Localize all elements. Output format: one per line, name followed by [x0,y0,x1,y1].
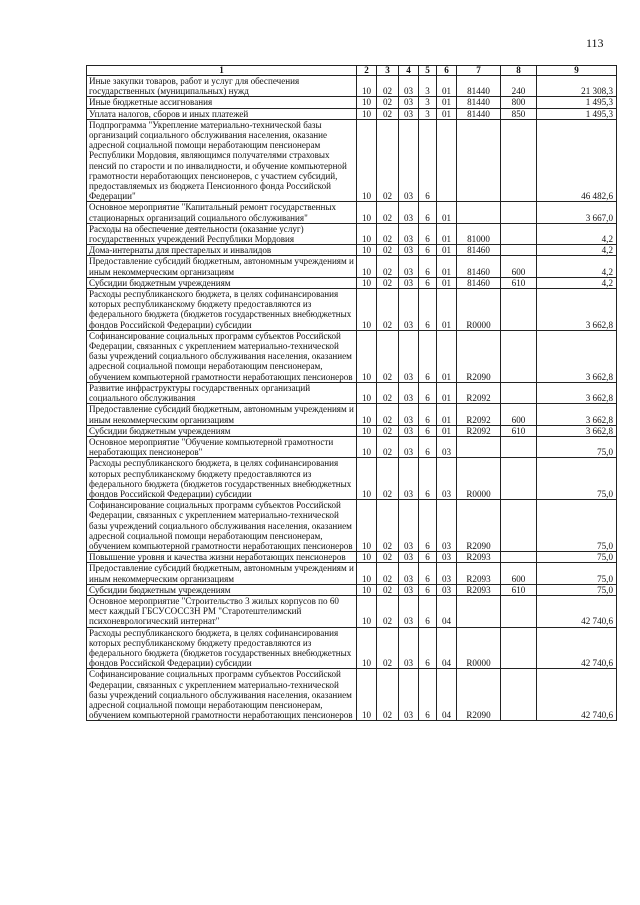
code-om: 03 [437,436,457,457]
code-csr [457,202,501,223]
code-gr: 10 [357,256,377,277]
code-pr: 03 [399,563,419,584]
code-rz: 02 [377,500,399,552]
code-rz: 02 [377,552,399,563]
item-amount: 4,2 [537,223,617,244]
table-row [87,202,617,223]
code-pr: 03 [399,458,419,500]
code-vr: 800 [501,97,537,108]
item-name: Субсидии бюджетным учреждениям [87,584,357,595]
code-csr [457,436,501,457]
code-vr: 850 [501,108,537,119]
item-amount: 1 495,3 [537,108,617,119]
code-csr: 81460 [457,256,501,277]
code-rz: 02 [377,382,399,403]
code-pr: 03 [399,76,419,97]
code-rz: 02 [377,404,399,425]
column-header: 2 [357,66,377,76]
code-om: 04 [437,595,457,627]
code-csr: R0000 [457,289,501,331]
code-csr: 81460 [457,245,501,256]
item-name: Уплата налогов, сборов и иных платежей [87,108,357,119]
table-row [87,563,617,584]
code-csr: R2090 [457,330,501,382]
code-csr: R2092 [457,382,501,403]
item-name: Софинансирование социальных программ субъектов Российской Федерации, связанных с укреплением материально-технической базы учреждений социального обслуживания населения, оказанием адресной социальной помощи неработающим пенсионерам, обучением компьютерной грамотности неработающих пенсионеров [87,669,357,721]
code-csr: R2092 [457,404,501,425]
code-pr: 03 [399,108,419,119]
code-pr: 03 [399,245,419,256]
code-pg: 6 [419,584,437,595]
table-row [87,119,617,202]
code-pg: 6 [419,563,437,584]
code-pr: 03 [399,119,419,202]
code-vr [501,382,537,403]
code-pg: 6 [419,458,437,500]
code-gr: 10 [357,97,377,108]
table-row [87,97,617,108]
code-pg: 6 [419,669,437,721]
code-csr: R2090 [457,669,501,721]
item-amount: 4,2 [537,256,617,277]
code-gr: 10 [357,458,377,500]
code-om: 03 [437,458,457,500]
code-gr: 10 [357,563,377,584]
code-vr [501,245,537,256]
code-rz: 02 [377,289,399,331]
code-gr: 10 [357,552,377,563]
item-name: Основное мероприятие "Строительство 3 жилых корпусов по 60 мест каждый ГБСУСОССЗН РМ "Старотештелимский психоневрологический интернат" [87,595,357,627]
code-gr: 10 [357,119,377,202]
code-pg: 6 [419,256,437,277]
item-amount: 3 662,8 [537,425,617,436]
code-vr: 610 [501,425,537,436]
table-row [87,627,617,669]
code-pg: 3 [419,97,437,108]
item-amount: 4,2 [537,245,617,256]
table-row [87,584,617,595]
code-pg: 6 [419,436,437,457]
code-rz: 02 [377,108,399,119]
code-rz: 02 [377,458,399,500]
code-pg: 6 [419,202,437,223]
code-gr: 10 [357,245,377,256]
column-header: 4 [399,66,419,76]
code-om: 01 [437,202,457,223]
code-pr: 03 [399,595,419,627]
code-pr: 03 [399,289,419,331]
code-gr: 10 [357,202,377,223]
code-pg: 6 [419,552,437,563]
code-gr: 10 [357,277,377,288]
code-rz: 02 [377,669,399,721]
item-name: Дома-интернаты для престарелых и инвалидов [87,245,357,256]
table-row [87,277,617,288]
item-name: Предоставление субсидий бюджетным, автономным учреждениям и иным некоммерческим организациям [87,404,357,425]
item-name: Основное мероприятие "Обучение компьютерной грамотности неработающих пенсионеров" [87,436,357,457]
code-gr: 10 [357,108,377,119]
item-amount: 46 482,6 [537,119,617,202]
code-gr: 10 [357,627,377,669]
item-name: Иные бюджетные ассигнования [87,97,357,108]
table-row [87,382,617,403]
code-om: 01 [437,97,457,108]
item-amount: 75,0 [537,552,617,563]
item-name: Расходы на обеспечение деятельности (оказание услуг) государственных учреждений Республики Мордовия [87,223,357,244]
item-name: Повышение уровня и качества жизни неработающих пенсионеров [87,552,357,563]
code-gr: 10 [357,436,377,457]
code-om: 01 [437,76,457,97]
table-row [87,76,617,97]
item-name: Субсидии бюджетным учреждениям [87,425,357,436]
code-om: 01 [437,108,457,119]
item-amount: 75,0 [537,584,617,595]
code-gr: 10 [357,289,377,331]
item-name: Расходы республиканского бюджета, в целях софинансирования которых республиканскому бюджету предоставляются из федерального бюджета (бюджетов государственных внебюджетных фондов Российской Федерации) субсидии [87,458,357,500]
item-amount: 75,0 [537,500,617,552]
code-gr: 10 [357,404,377,425]
column-header: 7 [457,66,501,76]
code-om: 01 [437,277,457,288]
code-pr: 03 [399,382,419,403]
code-vr [501,436,537,457]
code-pg: 6 [419,245,437,256]
table-row [87,289,617,331]
code-rz: 02 [377,436,399,457]
code-csr: R0000 [457,458,501,500]
column-header: 8 [501,66,537,76]
code-om: 01 [437,256,457,277]
code-rz: 02 [377,245,399,256]
item-name: Софинансирование социальных программ субъектов Российской Федерации, связанных с укреплением материально-технической базы учреждений социального обслуживания населения, оказанием адресной социальной помощи неработающим пенсионерам, обучением компьютерной грамотности неработающих пенсионеров [87,330,357,382]
code-csr: 81460 [457,277,501,288]
code-vr [501,500,537,552]
table-body [87,66,617,721]
table-row [87,669,617,721]
item-amount: 3 667,0 [537,202,617,223]
item-amount: 75,0 [537,563,617,584]
column-header: 9 [537,66,617,76]
code-pg: 6 [419,223,437,244]
code-gr: 10 [357,500,377,552]
code-vr: 600 [501,256,537,277]
code-rz: 02 [377,627,399,669]
item-name: Иные закупки товаров, работ и услуг для обеспечения государственных (муниципальных) нужд [87,76,357,97]
code-om: 01 [437,404,457,425]
code-om: 04 [437,627,457,669]
code-rz: 02 [377,119,399,202]
page-number: 113 [586,36,604,50]
table-row [87,256,617,277]
table-row [87,595,617,627]
item-amount: 42 740,6 [537,627,617,669]
code-pr: 03 [399,223,419,244]
code-gr: 10 [357,330,377,382]
code-pr: 03 [399,436,419,457]
code-om: 03 [437,500,457,552]
item-name: Расходы республиканского бюджета, в целях софинансирования которых республиканскому бюджету предоставляются из федерального бюджета (бюджетов государственных внебюджетных фондов Российской Федерации) субсидии [87,289,357,331]
code-rz: 02 [377,425,399,436]
code-vr [501,202,537,223]
code-vr [501,289,537,331]
item-amount: 4,2 [537,277,617,288]
code-csr [457,119,501,202]
table-row [87,108,617,119]
code-pg: 6 [419,404,437,425]
code-csr: R2093 [457,552,501,563]
code-pr: 03 [399,584,419,595]
code-rz: 02 [377,595,399,627]
code-pg: 3 [419,108,437,119]
code-csr: R0000 [457,627,501,669]
code-pr: 03 [399,202,419,223]
code-gr: 10 [357,76,377,97]
column-header: 3 [377,66,399,76]
code-csr: 81000 [457,223,501,244]
item-name: Софинансирование социальных программ субъектов Российской Федерации, связанных с укреплением материально-технической базы учреждений социального обслуживания населения, оказанием адресной социальной помощи неработающим пенсионерам, обучением компьютерной грамотности неработающих пенсионеров [87,500,357,552]
code-pr: 03 [399,552,419,563]
code-om: 01 [437,425,457,436]
code-om: 01 [437,223,457,244]
code-vr [501,595,537,627]
code-csr [457,595,501,627]
code-vr: 610 [501,277,537,288]
code-rz: 02 [377,330,399,382]
code-pg: 6 [419,119,437,202]
code-rz: 02 [377,223,399,244]
item-amount: 42 740,6 [537,595,617,627]
code-pg: 6 [419,330,437,382]
code-om: 03 [437,584,457,595]
table-row [87,330,617,382]
item-amount: 42 740,6 [537,669,617,721]
table-header-row [87,66,617,76]
code-pr: 03 [399,669,419,721]
code-csr: 81440 [457,97,501,108]
code-rz: 02 [377,277,399,288]
code-vr: 240 [501,76,537,97]
code-vr [501,330,537,382]
code-gr: 10 [357,595,377,627]
code-pg: 6 [419,425,437,436]
code-gr: 10 [357,584,377,595]
item-amount: 3 662,8 [537,289,617,331]
code-rz: 02 [377,563,399,584]
budget-table [86,65,617,721]
code-om: 01 [437,289,457,331]
code-pr: 03 [399,256,419,277]
item-name: Развитие инфраструктуры государственных организаций социального обслуживания [87,382,357,403]
code-pr: 03 [399,404,419,425]
code-vr: 610 [501,584,537,595]
table-row [87,223,617,244]
code-rz: 02 [377,76,399,97]
code-vr [501,627,537,669]
code-om: 01 [437,382,457,403]
item-amount: 3 662,8 [537,382,617,403]
item-amount: 21 308,3 [537,76,617,97]
table-row [87,500,617,552]
code-vr: 600 [501,563,537,584]
code-vr [501,223,537,244]
code-pg: 6 [419,627,437,669]
code-pg: 6 [419,500,437,552]
item-name: Основное мероприятие "Капитальный ремонт государственных стационарных организаций социального обслуживания" [87,202,357,223]
code-pr: 03 [399,277,419,288]
code-vr [501,119,537,202]
code-om: 03 [437,563,457,584]
code-rz: 02 [377,584,399,595]
table-row [87,404,617,425]
code-pr: 03 [399,500,419,552]
item-name: Подпрограмма "Укрепление материально-технической базы организаций социального обслуживания населения, оказание адресной социальной помощи неработающим пенсионерам Республики Мордовия, являющимся получателями страховых пенсий по старости и по инвалидности, и обучение компьютерной грамотности неработающих пенсионеров, с участием субсидий, предоставляемых из бюджета Пенсионного фонда Российской Федерации" [87,119,357,202]
item-name: Предоставление субсидий бюджетным, автономным учреждениям и иным некоммерческим организациям [87,563,357,584]
code-gr: 10 [357,425,377,436]
code-pr: 03 [399,330,419,382]
table-row [87,245,617,256]
column-header: 5 [419,66,437,76]
code-pr: 03 [399,425,419,436]
code-vr [501,669,537,721]
code-csr: 81440 [457,108,501,119]
code-pg: 3 [419,76,437,97]
code-csr: R2093 [457,584,501,595]
code-csr: R2090 [457,500,501,552]
code-csr: R2092 [457,425,501,436]
table-row [87,552,617,563]
code-vr: 600 [501,404,537,425]
code-om: 01 [437,245,457,256]
table-row [87,425,617,436]
code-gr: 10 [357,223,377,244]
code-csr: 81440 [457,76,501,97]
item-name: Субсидии бюджетным учреждениям [87,277,357,288]
code-om: 01 [437,330,457,382]
code-pg: 6 [419,277,437,288]
table-row [87,458,617,500]
item-amount: 75,0 [537,436,617,457]
code-gr: 10 [357,382,377,403]
code-om: 03 [437,552,457,563]
table-row [87,436,617,457]
code-pg: 6 [419,595,437,627]
item-amount: 75,0 [537,458,617,500]
code-gr: 10 [357,669,377,721]
item-amount: 3 662,8 [537,404,617,425]
code-pg: 6 [419,382,437,403]
code-csr: R2093 [457,563,501,584]
code-pr: 03 [399,627,419,669]
code-rz: 02 [377,97,399,108]
item-amount: 1 495,3 [537,97,617,108]
item-amount: 3 662,8 [537,330,617,382]
column-header: 1 [87,66,357,76]
code-om [437,119,457,202]
code-rz: 02 [377,202,399,223]
item-name: Расходы республиканского бюджета, в целях софинансирования которых республиканскому бюджету предоставляются из федерального бюджета (бюджетов государственных внебюджетных фондов Российской Федерации) субсидии [87,627,357,669]
column-header: 6 [437,66,457,76]
code-rz: 02 [377,256,399,277]
code-vr [501,552,537,563]
code-om: 04 [437,669,457,721]
item-name: Предоставление субсидий бюджетным, автономным учреждениям и иным некоммерческим организациям [87,256,357,277]
code-pr: 03 [399,97,419,108]
code-vr [501,458,537,500]
code-pg: 6 [419,289,437,331]
